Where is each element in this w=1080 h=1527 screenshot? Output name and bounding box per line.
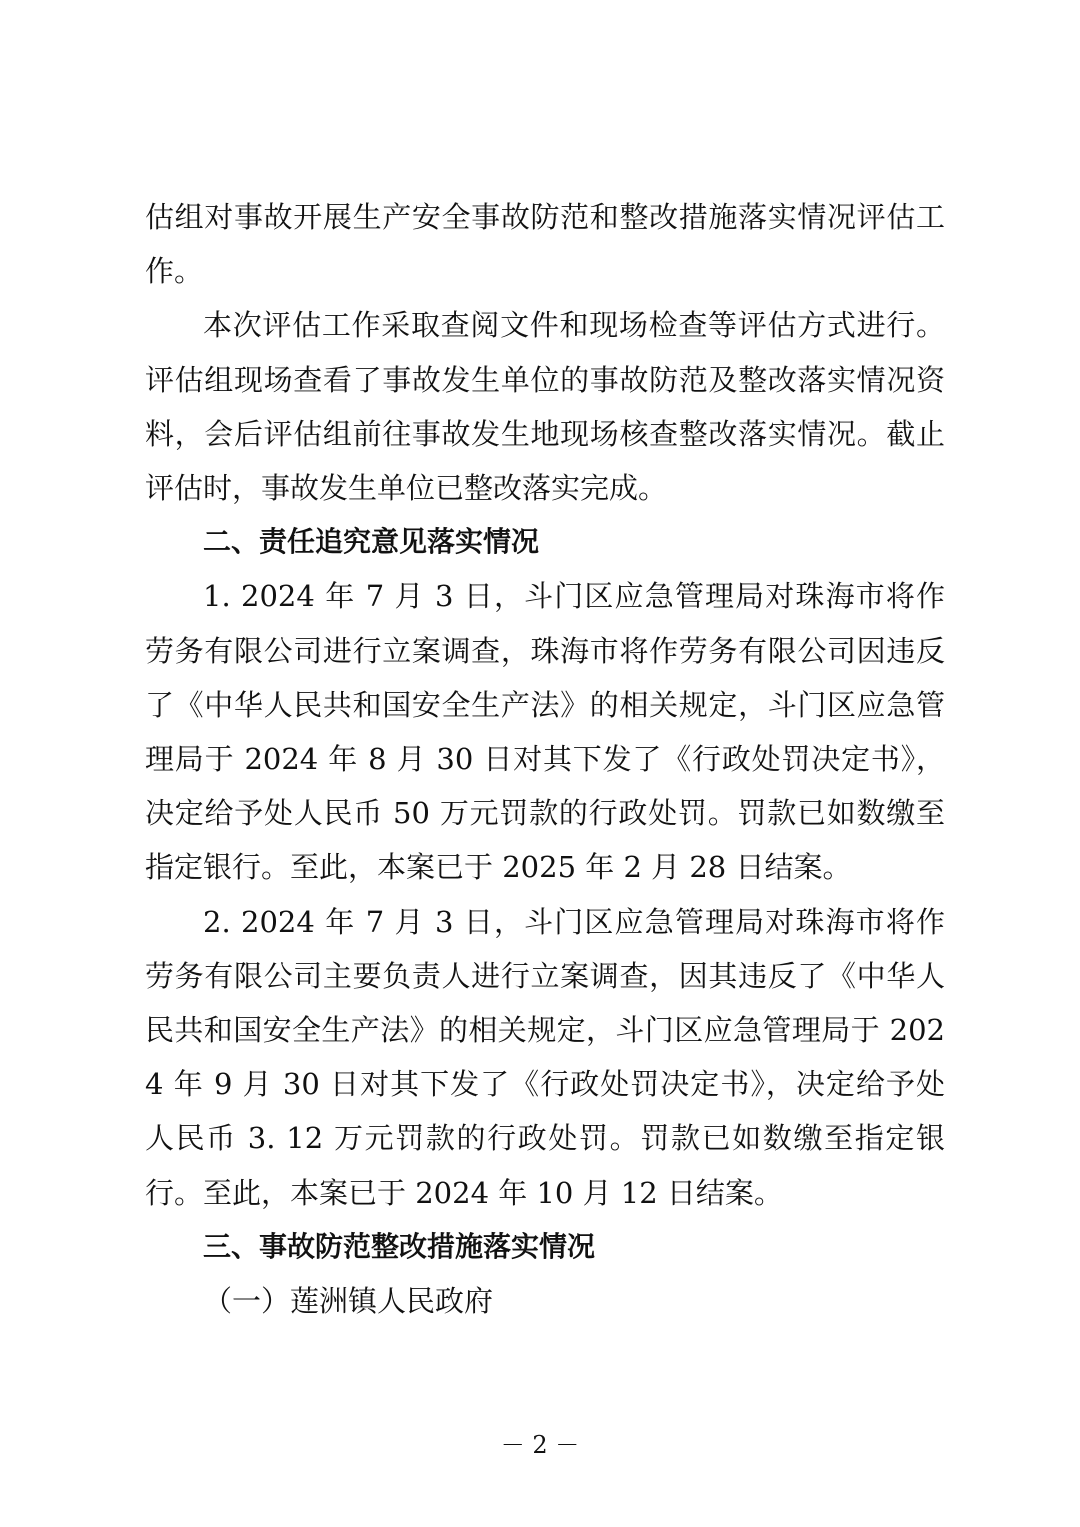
document-body (145, 190, 945, 1328)
paragraph-item-2: 2. 2024 年 7 月 3 日，斗门区应急管理局对珠海市将作劳务有限公司主要负责人进行立案调查，因其违反了《中华人民共和国安全生产法》的相关规定，斗门区应急管理局于 2024 年 9 月 30 日对其下发了《行政处罚决定书》，决定给予处人民币 3. 12 万元罚款的行政处罚。罚款已如数缴至指定银行。至此，本案已于 2024 年 10 月 12 日结案。 (145, 904, 945, 1210)
section-heading-accountability: 二、责任追究意见落实情况 (203, 525, 540, 559)
subsection-heading-lianzhou: （一）莲洲镇人民政府 (203, 1284, 494, 1319)
paragraph-evaluation-method: 本次评估工作采取查阅文件和现场检查等评估方式进行。评估组现场查看了事故发生单位的事故防范及整改落实情况资料，会后评估组前往事故发生地现场核查整改落实情况。截止评估时，事故发生单位已整改落实完成。 (145, 308, 945, 506)
section-heading-prevention: 三、事故防范整改措施落实情况 (203, 1229, 596, 1263)
page-number: － 2 － (500, 1431, 580, 1459)
paragraph-item-1: 1. 2024 年 7 月 3 日，斗门区应急管理局对珠海市将作劳务有限公司进行立案调查，珠海市将作劳务有限公司因违反了《中华人民共和国安全生产法》的相关规定，斗门区应急管理局于 2024 年 8 月 30 日对其下发了《行政处罚决定书》，决定给予处人民币 50 万元罚款的行政处罚。罚款已如数缴至指定银行。至此，本案已于 2025 年 2 月 28 日结案。 (145, 579, 945, 885)
paragraph-continuation: 估组对事故开展生产安全事故防范和整改措施落实情况评估工作。 (145, 200, 945, 289)
